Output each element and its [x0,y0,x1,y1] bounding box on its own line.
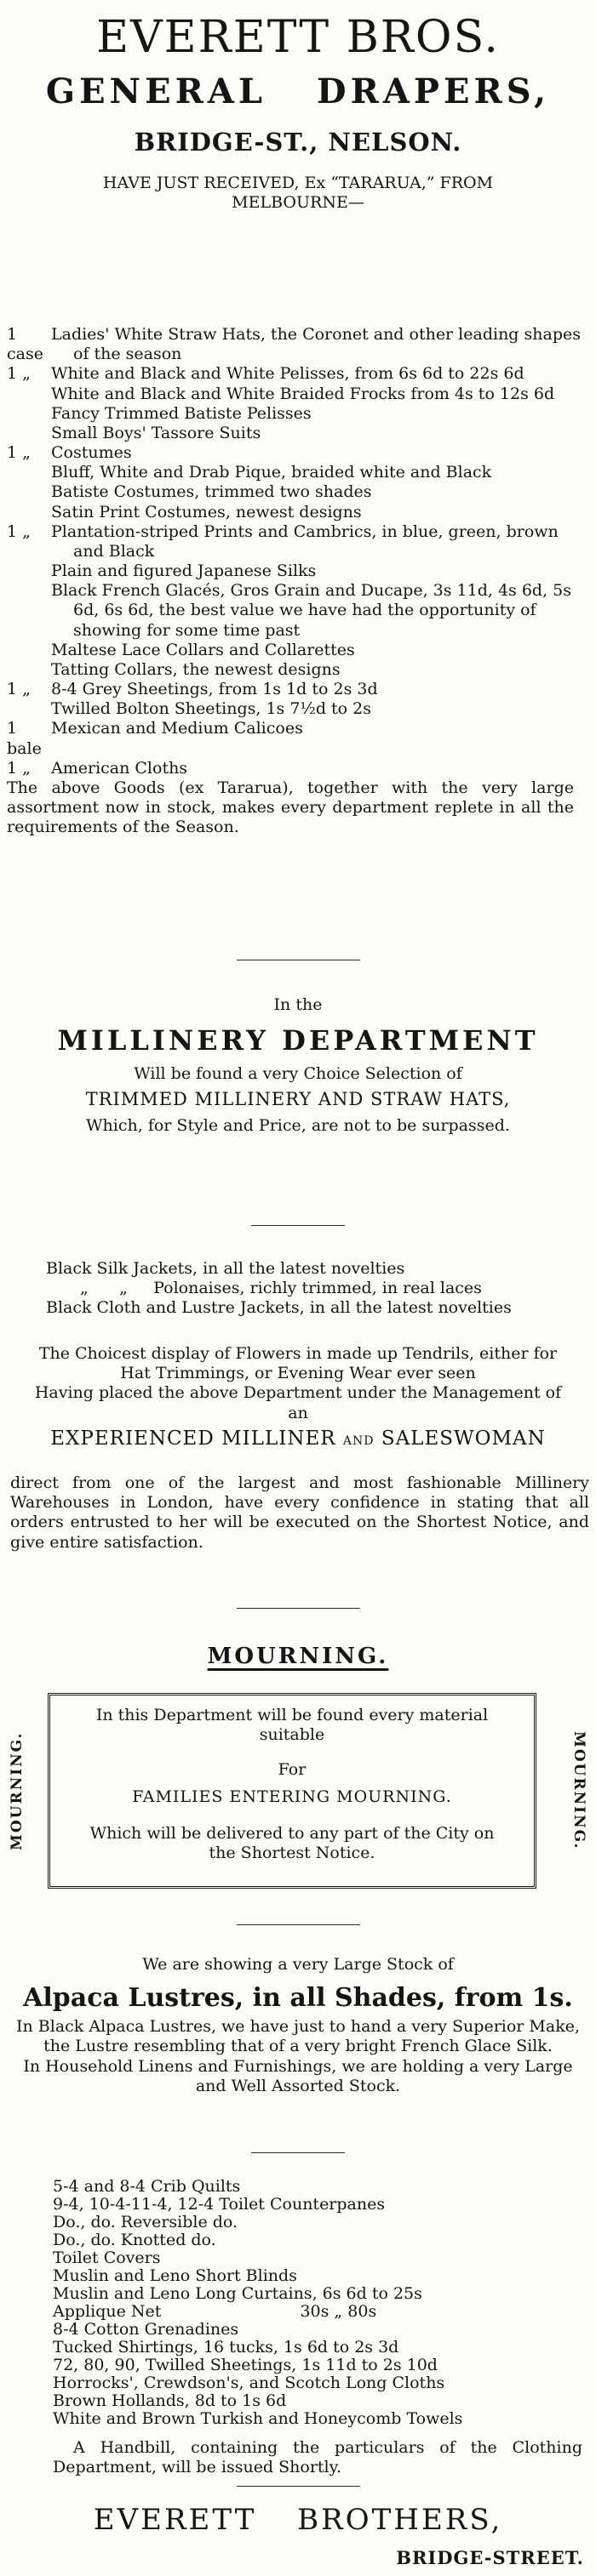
list-item: 5-4 and 8-4 Crib Quilts [53,2177,241,2196]
list-item: 1 „ American Cloths [7,758,188,778]
mourning-title: MOURNING. [207,1644,389,1669]
placed-line: Having placed the above Department under the Management of an [34,1383,562,1422]
handbill-note: A Handbill, containing the particulars of the Clothing Department, will be issued Shortly. [53,2438,582,2477]
list-item: 1 case Ladies' White Straw Hats, the Coronet and other leading shapes of the season [7,325,581,364]
list-item: Black Cloth and Lustre Jackets, in all the latest novelties [46,1298,512,1318]
milliner-word: EXPERIENCED MILLINER [50,1427,336,1450]
divider [251,1225,345,1226]
alpaca-section [0,1955,596,2096]
received-line: HAVE JUST RECEIVED, Ex “TARARUA,” FROM [102,174,494,192]
list-item: Black French Glacés, Gros Grain and Ducape, 3s 11d, 4s 6d, 5s 6d, 6s 6d, the best value we have had the opportunity of showing for some time past [51,581,571,640]
milliner-line [24,1427,572,1450]
mourning-side-left: MOURNING. [9,1731,26,1850]
trade-line: GENERAL DRAPERS, [45,71,551,111]
list-item: Applique Net 30s „ 80s [53,2302,377,2321]
divider [237,2486,360,2487]
list-item: 1 bale Mexican and Medium Calicoes [7,719,303,758]
list-item: Brown Hollands, 8d to 1s 6d [53,2391,287,2410]
list-item: Muslin and Leno Short Blinds [53,2266,297,2285]
firm-name: EVERETT BROS. [96,12,500,63]
list-item: Batiste Costumes, trimmed two shades [51,482,372,502]
list-item: Horrocks', Crewdson's, and Scotch Long Cloths [53,2374,445,2392]
list-item: 1 „ 8-4 Grey Sheetings, from 1s 1d to 2s 3d [7,680,378,699]
list-item: White and Black and White Braided Frocks from 4s to 12s 6d [51,384,555,403]
alpaca-title: Alpaca Lustres, in all Shades, from 1s. [23,1983,573,2014]
london-text: direct from one of the largest and most fashionable Millinery Warehouses in London, have every confidence in stating that all orders entrusted to her will be executed on the Shortest Notice, and give entire satisfaction. [10,1473,589,1552]
list-item: Black Silk Jackets, in all the latest novelties [46,1259,405,1278]
list-item: 8-4 Cotton Grenadines [53,2320,239,2339]
list-item: 1 „ Plantation-striped Prints and Cambrics, in blue, green, brown and Black [7,521,559,561]
list-item: „ „ Polonaises, richly trimmed, in real laces [80,1279,482,1298]
list-item: Maltese Lace Collars and Collarettes [51,640,355,659]
list-item: Satin Print Costumes, newest designs [51,502,362,521]
millinery-section [0,995,596,1136]
millinery-line: Will be found a very Choice Selection of [134,1064,462,1084]
list-item: 9-4, 10-4-11-4, 12-4 Toilet Counterpanes [53,2195,386,2214]
mourning-box [48,1693,536,1889]
list-item: Bluff, White and Drab Pique, braided white and Black [51,463,492,482]
and-word: AND [342,1433,375,1448]
mourning-line: For [278,1760,307,1780]
list-item: Muslin and Leno Long Curtains, 6s 6d to 25s [53,2284,422,2303]
list-item: Twilled Bolton Sheetings, 1s 7½d to 2s [51,699,371,719]
list-item: Plain and figured Japanese Silks [51,561,317,581]
flowers-text [0,1344,596,1450]
mourning-line: In this Department will be found every material suitable [95,1706,489,1745]
list-item: Toilet Covers [53,2248,161,2267]
saleswoman-word: SALESWOMAN [381,1427,546,1450]
mourning-side-right: MOURNING. [570,1731,587,1850]
list-item: Tucked Shirtings, 16 tucks, 1s 6d to 2s 3d [53,2338,399,2357]
list-item: 1 „ Costumes [7,443,132,463]
flowers-line: The Choicest display of Flowers in made up Tendrils, either for Hat Trimmings, or Evening Wear ever seen [38,1344,558,1383]
millinery-line: TRIMMED MILLINERY AND STRAW HATS, [85,1089,511,1110]
address-line: BRIDGE-ST., NELSON. [134,128,462,157]
divider [237,1924,360,1925]
footer-address: BRIDGE-STREET. [396,2547,584,2568]
list-item: 72, 80, 90, Twilled Sheetings, 1s 11d to 2s 10d [53,2356,438,2374]
list-item: Do., do. Knotted do. [53,2231,216,2249]
mourning-line: Which will be delivered to any part of the City on the Shortest Notice. [89,1823,495,1862]
millinery-intro: In the [273,995,323,1014]
mourning-line: FAMILIES ENTERING MOURNING. [132,1787,452,1806]
divider [251,2152,345,2153]
goods-note: The above Goods (ex Tararua), together with the very large assortment now in stock, makes every department replete in all the requirements of the Season. [7,778,574,837]
list-item: Small Boys' Tassore Suits [51,423,261,442]
divider [237,1608,360,1609]
millinery-title: MILLINERY DEPARTMENT [57,1024,539,1057]
list-item: 1 „ White and Black and White Pelisses, from 6s 6d to 22s 6d [7,364,524,384]
jackets-list [0,1259,596,1319]
alpaca-para: In Household Linens and Furnishings, we are holding a very Large and Well Assorted Stock. [23,2056,573,2095]
alpaca-para: In Black Alpaca Lustres, we have just to hand a very Superior Make, the Lustre resembling that of a very bright French Glace Silk. [16,2017,580,2056]
list-item: White and Brown Turkish and Honeycomb Towels [53,2409,463,2428]
millinery-line: Which, for Style and Price, are not to be surpassed. [86,1115,510,1135]
list-item: Tatting Collars, the newest designs [51,659,341,679]
list-item: Fancy Trimmed Batiste Pelisses [51,403,312,423]
received-line-2: MELBOURNE— [232,193,364,213]
list-item: Do., do. Reversible do. [53,2213,238,2231]
goods-list [0,325,596,837]
header [0,12,596,213]
household-list [0,2178,596,2428]
footer-firm: EVERETT BROTHERS, [93,2503,503,2537]
alpaca-intro: We are showing a very Large Stock of [142,1955,454,1974]
